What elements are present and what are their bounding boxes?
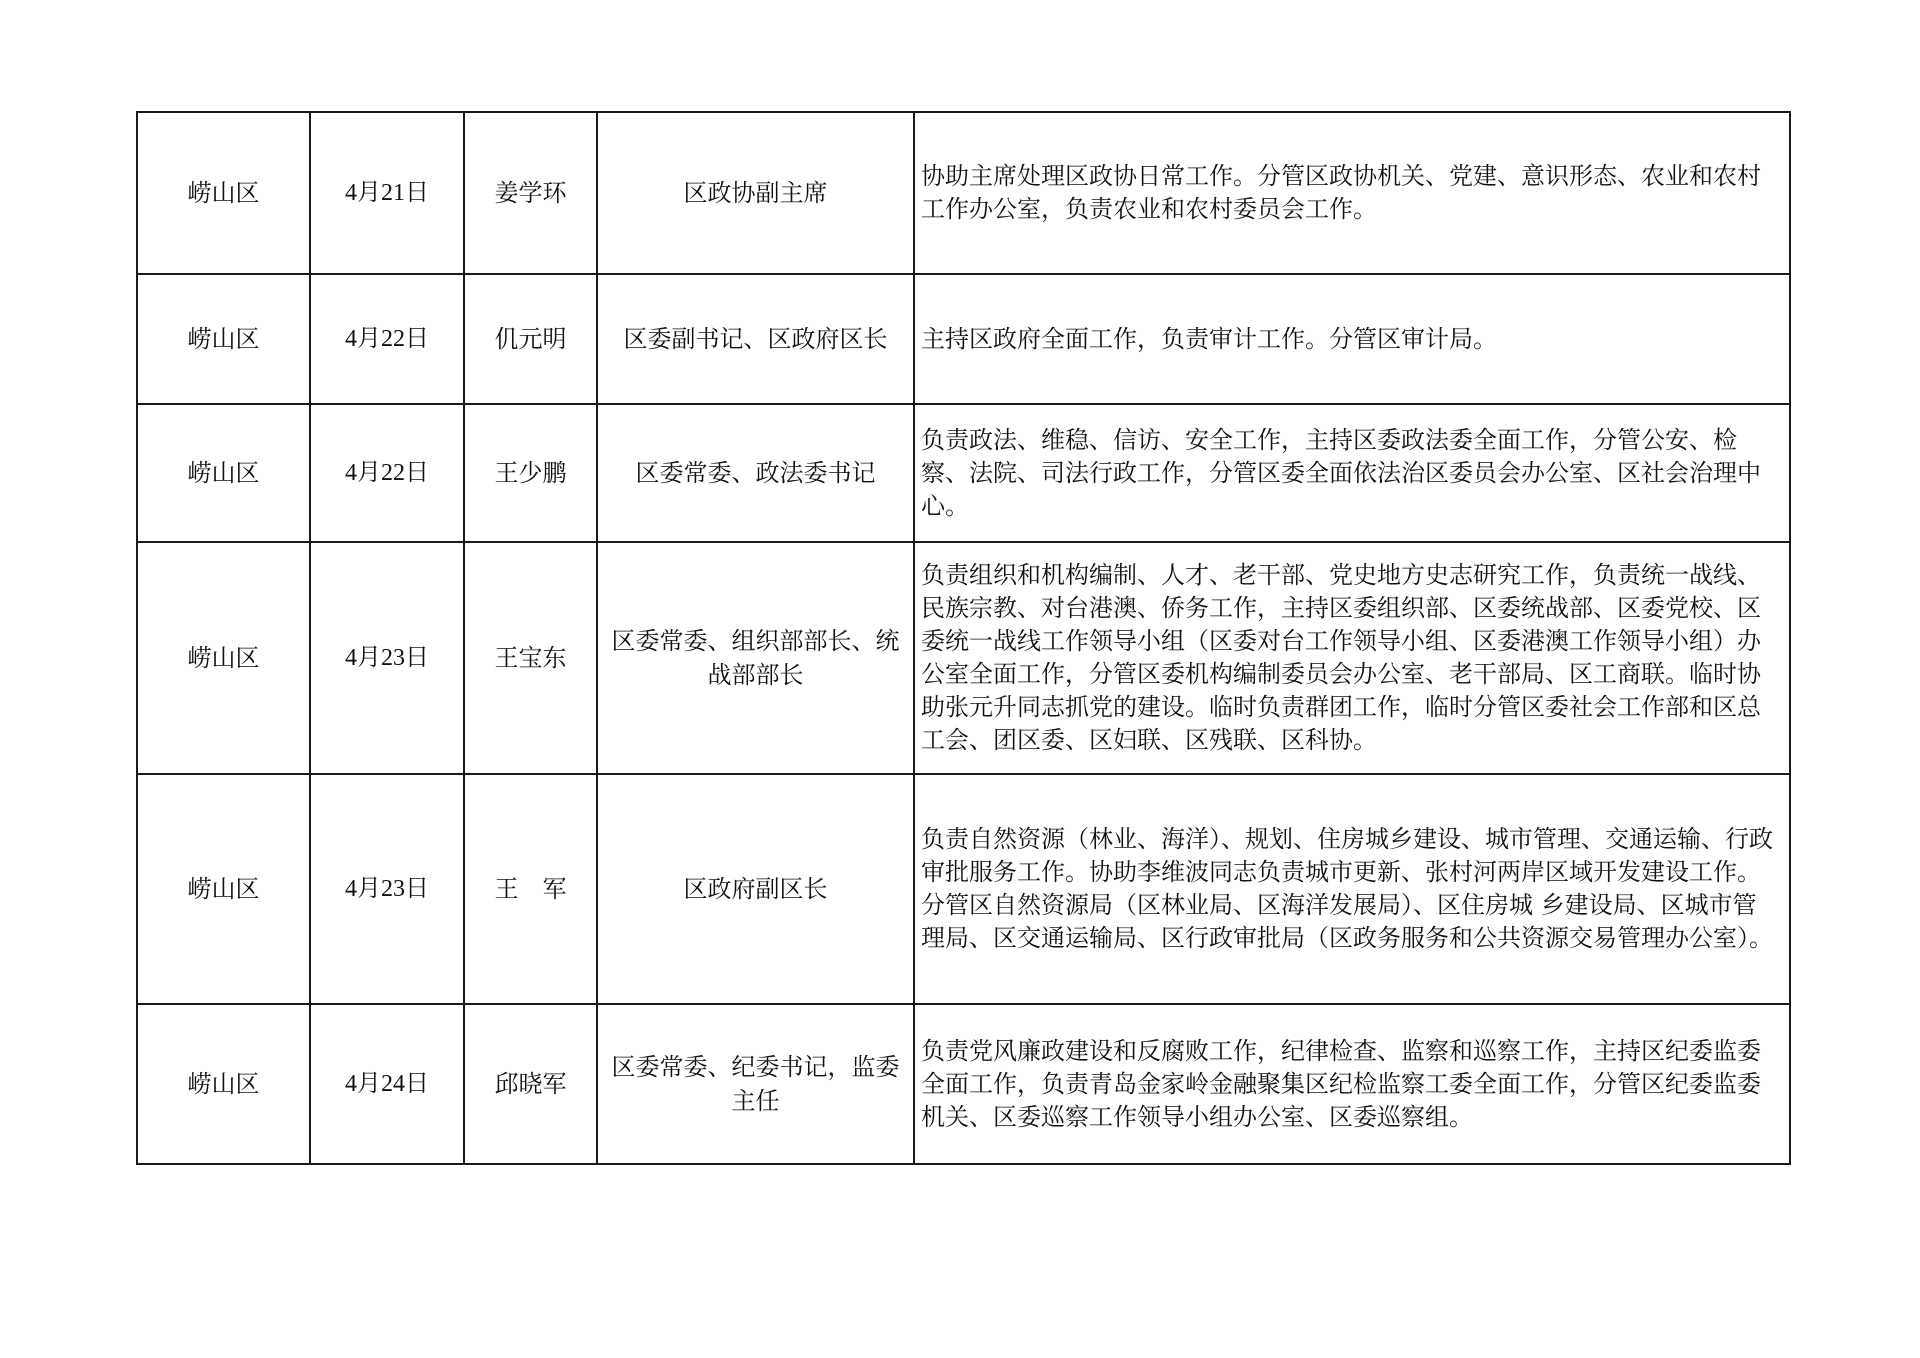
table-row xyxy=(137,542,1790,774)
date-cell: 4月23日 xyxy=(310,774,464,1004)
table-row xyxy=(137,1004,1790,1164)
name-cell: 仉元明 xyxy=(464,274,597,404)
district-cell: 崂山区 xyxy=(137,774,310,1004)
position-cell: 区委常委、组织部部长、统战部部长 xyxy=(597,542,914,774)
district-cell: 崂山区 xyxy=(137,404,310,542)
table-row xyxy=(137,112,1790,274)
date-cell: 4月22日 xyxy=(310,274,464,404)
table-row xyxy=(137,404,1790,542)
officials-table xyxy=(136,111,1791,1165)
name-cell: 王少鹏 xyxy=(464,404,597,542)
position-cell: 区政府副区长 xyxy=(597,774,914,1004)
name-cell: 王 军 xyxy=(464,774,597,1004)
district-cell: 崂山区 xyxy=(137,542,310,774)
name-cell: 邱晓军 xyxy=(464,1004,597,1164)
duties-cell: 负责组织和机构编制、人才、老干部、党史地方史志研究工作，负责统一战线、民族宗教、对台港澳、侨务工作，主持区委组织部、区委统战部、区委党校、区委统一战线工作领导小组（区委对台工作领导小组、区委港澳工作领导小组）办公室全面工作，分管区委机构编制委员会办公室、老干部局、区工商联。临时协助张元升同志抓党的建设。临时负责群团工作，临时分管区委社会工作部和区总工会、团区委、区妇联、区残联、区科协。 xyxy=(914,542,1790,774)
date-cell: 4月22日 xyxy=(310,404,464,542)
duties-cell: 协助主席处理区政协日常工作。分管区政协机关、党建、意识形态、农业和农村工作办公室，负责农业和农村委员会工作。 xyxy=(914,112,1790,274)
duties-cell: 负责党风廉政建设和反腐败工作，纪律检查、监察和巡察工作，主持区纪委监委全面工作，负责青岛金家岭金融聚集区纪检监察工委全面工作，分管区纪委监委机关、区委巡察工作领导小组办公室、区委巡察组。 xyxy=(914,1004,1790,1164)
district-cell: 崂山区 xyxy=(137,274,310,404)
position-cell: 区政协副主席 xyxy=(597,112,914,274)
duties-cell: 负责政法、维稳、信访、安全工作，主持区委政法委全面工作，分管公安、检察、法院、司法行政工作，分管区委全面依法治区委员会办公室、区社会治理中心。 xyxy=(914,404,1790,542)
name-cell: 王宝东 xyxy=(464,542,597,774)
duties-cell: 负责自然资源（林业、海洋）、规划、住房城乡建设、城市管理、交通运输、行政审批服务工作。协助李维波同志负责城市更新、张村河两岸区域开发建设工作。分管区自然资源局（区林业局、区海洋发展局）、区住房城 乡建设局、区城市管理局、区交通运输局、区行政审批局（区政务服务和公共资源交易管理办公室）。 xyxy=(914,774,1790,1004)
name-cell: 姜学环 xyxy=(464,112,597,274)
position-cell: 区委常委、纪委书记，监委主任 xyxy=(597,1004,914,1164)
table-row xyxy=(137,274,1790,404)
district-cell: 崂山区 xyxy=(137,112,310,274)
date-cell: 4月21日 xyxy=(310,112,464,274)
date-cell: 4月24日 xyxy=(310,1004,464,1164)
district-cell: 崂山区 xyxy=(137,1004,310,1164)
position-cell: 区委副书记、区政府区长 xyxy=(597,274,914,404)
position-cell: 区委常委、政法委书记 xyxy=(597,404,914,542)
date-cell: 4月23日 xyxy=(310,542,464,774)
table-row xyxy=(137,774,1790,1004)
duties-cell: 主持区政府全面工作，负责审计工作。分管区审计局。 xyxy=(914,274,1790,404)
